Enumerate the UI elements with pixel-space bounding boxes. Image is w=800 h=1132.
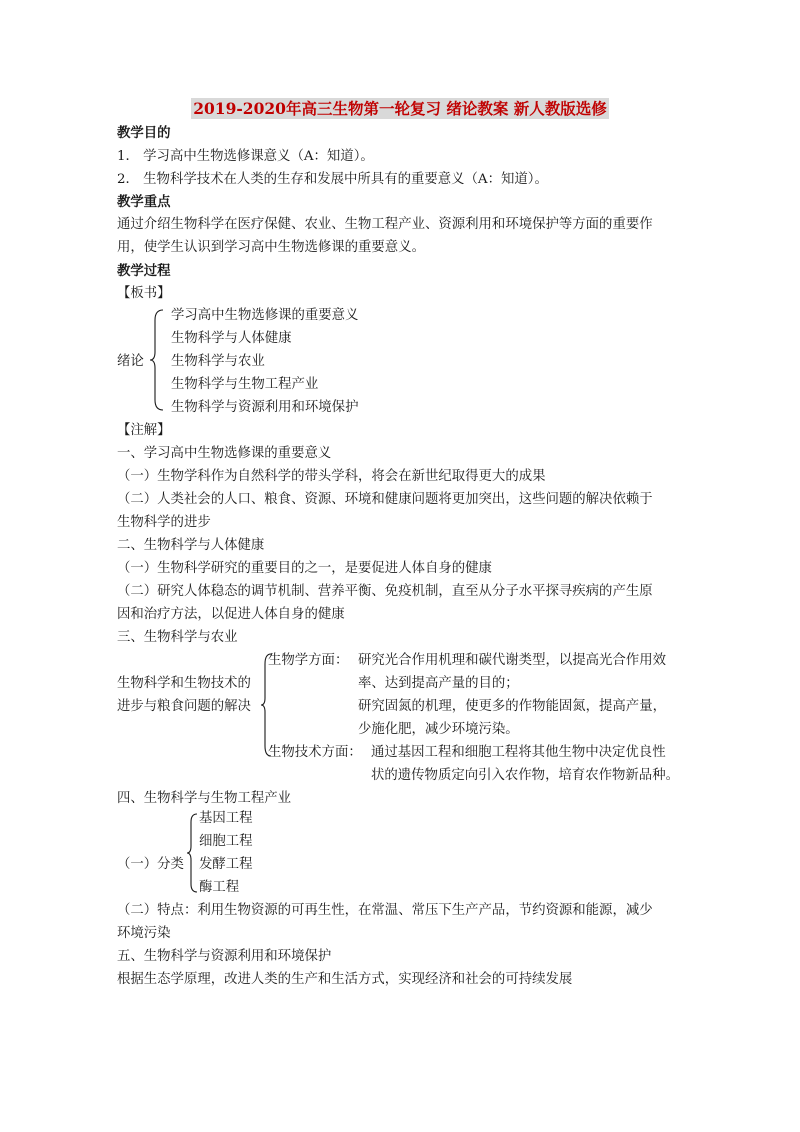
board-item-2: 生物科学与人体健康 — [171, 331, 292, 346]
board-root: 绪论 — [117, 354, 144, 369]
tech-aspect-line-2: 状的遗传物质定向引入农作物，培育农作物新品种。 — [371, 768, 679, 783]
board-item-1: 学习高中生物选修课的重要意义 — [171, 308, 359, 323]
section-1-paragraph-1: （一）生物学科作为自然科学的带头学科，将会在新世纪取得更大的成果 — [117, 469, 546, 484]
notes-label: 【注解】 — [117, 423, 171, 438]
key-points-line-1: 通过介绍生物科学在医疗保健、农业、生物工程产业、资源利用和环境保护等方面的重要作 — [117, 217, 653, 232]
agriculture-left-line-1: 生物科学和生物技术的 — [117, 676, 251, 691]
tech-aspect-label: 生物技术方面： — [268, 745, 362, 760]
objective-item-2: 2． 生物科学技术在人类的生存和发展中所具有的重要意义（A：知道）。 — [117, 172, 548, 187]
class-item-4: 酶工程 — [199, 880, 240, 895]
bio-aspect-line-1: 研究光合作用机理和碳代谢类型，以提高光合作用效 — [358, 653, 666, 668]
board-item-5: 生物科学与资源利用和环境保护 — [171, 400, 359, 415]
document-title: 2019-2020年高三生物第一轮复习 绪论教案 新人教版选修 — [193, 99, 607, 118]
bio-aspect-line-2: 率、达到提高产量的目的； — [358, 676, 519, 691]
objective-item-1: 1． 学习高中生物选修课意义（A：知道）。 — [117, 149, 374, 164]
feature-line-2: 环境污染 — [117, 926, 171, 941]
board-item-4: 生物科学与生物工程产业 — [171, 377, 319, 392]
class-item-1: 基因工程 — [199, 811, 253, 826]
section-2-heading: 二、生物科学与人体健康 — [117, 538, 265, 553]
board-label: 【板书】 — [117, 286, 171, 301]
classification-label: （一）分类 — [117, 857, 184, 872]
process-heading: 教学过程 — [117, 263, 171, 279]
board-item-3: 生物科学与农业 — [171, 354, 265, 369]
tech-aspect-line-1: 通过基因工程和细胞工程将其他生物中决定优良性 — [371, 745, 666, 760]
board-brace — [149, 308, 169, 412]
objectives-heading: 教学目的 — [117, 125, 171, 141]
key-points-line-2: 用，使学生认识到学习高中生物选修课的重要意义。 — [117, 240, 425, 255]
bio-aspect-line-4: 少施化肥，减少环境污染。 — [358, 722, 519, 737]
class-item-3: 发酵工程 — [199, 857, 253, 872]
bio-aspect-label: 生物学方面： — [268, 653, 349, 668]
section-1-paragraph-2b: 生物科学的进步 — [117, 515, 211, 530]
section-2-paragraph-1: （一）生物科学研究的重要目的之一，是要促进人体自身的健康 — [117, 561, 492, 576]
feature-line-1: （二）特点：利用生物资源的可再生性，在常温、常压下生产产品，节约资源和能源，减少 — [117, 903, 653, 918]
section-2-paragraph-2a: （二）研究人体稳态的调节机制、营养平衡、免疫机制，直至从分子水平探寻疾病的产生原 — [117, 584, 653, 599]
section-5-paragraph-1: 根据生态学原理，改进人类的生产和生活方式，实现经济和社会的可持续发展 — [117, 972, 573, 987]
section-5-heading: 五、生物科学与资源利用和环境保护 — [117, 949, 332, 964]
section-1-paragraph-2a: （二）人类社会的人口、粮食、资源、环境和健康问题将更加突出，这些问题的解决依赖于 — [117, 492, 653, 507]
bio-aspect-line-3: 研究固氮的机理，使更多的作物能固氮，提高产量， — [358, 699, 666, 714]
key-points-heading: 教学重点 — [117, 194, 171, 210]
classification-brace — [186, 812, 200, 894]
section-4-heading: 四、生物科学与生物工程产业 — [117, 791, 292, 806]
class-item-2: 细胞工程 — [199, 834, 253, 849]
section-2-paragraph-2b: 因和治疗方法，以促进人体自身的健康 — [117, 607, 345, 622]
section-3-heading: 三、生物科学与农业 — [117, 630, 238, 645]
section-1-heading: 一、学习高中生物选修课的重要意义 — [117, 446, 332, 461]
agriculture-left-line-2: 进步与粮食问题的解决 — [117, 699, 251, 714]
